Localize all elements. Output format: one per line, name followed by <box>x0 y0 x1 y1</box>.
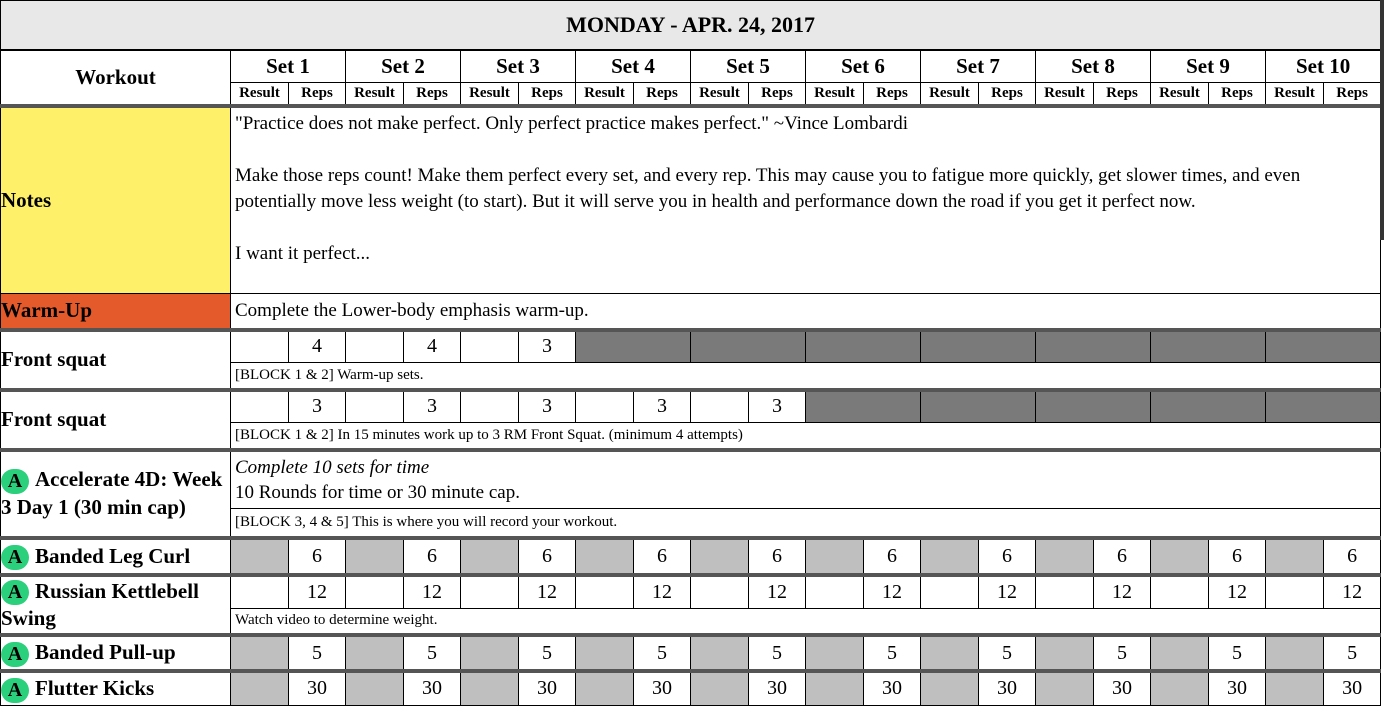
reps-value: 6 <box>1209 538 1266 575</box>
reps-value: 6 <box>864 538 921 575</box>
reps-value: 6 <box>1094 538 1151 575</box>
notes-spacer <box>235 215 1376 241</box>
result-input[interactable] <box>461 671 519 705</box>
accelerate-line-2: 10 Rounds for time or 30 minute cap. <box>235 481 520 503</box>
reps-value: 30 <box>404 671 461 705</box>
result-input[interactable] <box>231 671 289 705</box>
result-column-header: Result <box>576 83 634 106</box>
result-input[interactable] <box>1036 635 1094 671</box>
unused-set-cell <box>806 390 921 423</box>
result-input[interactable] <box>231 538 289 575</box>
result-input[interactable] <box>346 330 404 363</box>
reps-value: 12 <box>1209 575 1266 608</box>
reps-value: 5 <box>1209 635 1266 671</box>
result-column-header: Result <box>1036 83 1094 106</box>
result-input[interactable] <box>1266 671 1324 705</box>
reps-value: 12 <box>404 575 461 608</box>
set-header: Set 5 <box>691 50 806 83</box>
reps-value: 12 <box>519 575 576 608</box>
reps-value: 6 <box>404 538 461 575</box>
reps-column-header: Reps <box>1209 83 1266 106</box>
result-input[interactable] <box>1036 575 1094 608</box>
result-input[interactable] <box>921 671 979 705</box>
result-input[interactable] <box>231 330 289 363</box>
reps-value: 3 <box>519 330 576 363</box>
reps-value: 30 <box>864 671 921 705</box>
unused-set-cell <box>806 330 921 363</box>
result-input[interactable] <box>691 390 749 423</box>
reps-value: 5 <box>289 635 346 671</box>
reps-value: 12 <box>749 575 806 608</box>
flutter-label-text: Flutter Kicks <box>35 675 155 700</box>
result-input[interactable] <box>231 575 289 608</box>
set-header: Set 4 <box>576 50 691 83</box>
set-header: Set 9 <box>1151 50 1266 83</box>
result-input[interactable] <box>691 575 749 608</box>
reps-value: 5 <box>519 635 576 671</box>
reps-value: 12 <box>864 575 921 608</box>
block-badge: A <box>1 678 29 703</box>
exercise-label-accelerate <box>1 450 231 539</box>
reps-value: 6 <box>1324 538 1381 575</box>
result-input[interactable] <box>346 390 404 423</box>
reps-value: 30 <box>519 671 576 705</box>
reps-value: 3 <box>634 390 691 423</box>
result-input[interactable] <box>1036 538 1094 575</box>
reps-column-header: Reps <box>634 83 691 106</box>
exercise-label-front-squat: Front squat <box>1 390 231 450</box>
exercise-note: Watch video to determine weight. <box>231 608 1381 635</box>
result-input[interactable] <box>806 635 864 671</box>
unused-set-cell <box>1266 390 1381 423</box>
reps-value: 12 <box>1324 575 1381 608</box>
result-input[interactable] <box>1151 671 1209 705</box>
reps-value: 12 <box>289 575 346 608</box>
unused-set-cell <box>1036 390 1151 423</box>
unused-set-cell <box>921 390 1036 423</box>
exercise-label-leg-curl <box>1 538 231 575</box>
result-input[interactable] <box>921 575 979 608</box>
result-input[interactable] <box>231 635 289 671</box>
reps-value: 3 <box>404 390 461 423</box>
reps-value: 3 <box>289 390 346 423</box>
exercise-note: [BLOCK 3, 4 & 5] This is where you will record your workout. <box>231 508 1381 538</box>
reps-value: 3 <box>749 390 806 423</box>
result-input[interactable] <box>1036 671 1094 705</box>
reps-column-header: Reps <box>1324 83 1381 106</box>
exercise-note: [BLOCK 1 & 2] Warm-up sets. <box>231 363 1381 390</box>
reps-value: 4 <box>289 330 346 363</box>
reps-column-header: Reps <box>864 83 921 106</box>
reps-value: 3 <box>519 390 576 423</box>
result-input[interactable] <box>231 390 289 423</box>
result-input[interactable] <box>346 671 404 705</box>
notes-text <box>231 106 1381 294</box>
result-input[interactable] <box>1266 538 1324 575</box>
accelerate-description <box>231 450 1381 509</box>
unused-set-cell <box>1151 390 1266 423</box>
result-input[interactable] <box>1151 575 1209 608</box>
reps-value: 5 <box>634 635 691 671</box>
unused-set-cell <box>691 330 806 363</box>
result-input[interactable] <box>921 635 979 671</box>
reps-column-header: Reps <box>979 83 1036 106</box>
reps-column-header: Reps <box>1094 83 1151 106</box>
result-input[interactable] <box>1151 635 1209 671</box>
reps-value: 30 <box>979 671 1036 705</box>
notes-spacer <box>235 137 1376 163</box>
result-input[interactable] <box>806 671 864 705</box>
reps-value: 5 <box>1094 635 1151 671</box>
result-input[interactable] <box>346 575 404 608</box>
result-input[interactable] <box>461 635 519 671</box>
reps-value: 30 <box>1324 671 1381 705</box>
notes-paragraph: Make those reps count! Make them perfect every set, and every rep. This may cause you to fatigue more quickly, get slower times, and even potentially move less weight (to start). But it will serve you in health and performance down the road if you get it perfect now. <box>235 164 1301 212</box>
reps-value: 6 <box>979 538 1036 575</box>
accelerate-label-text: Accelerate 4D: Week 3 Day 1 (30 min cap) <box>1 467 223 520</box>
result-input[interactable] <box>346 538 404 575</box>
reps-column-header: Reps <box>519 83 576 106</box>
set-header: Set 6 <box>806 50 921 83</box>
reps-value: 30 <box>749 671 806 705</box>
unused-set-cell <box>576 330 691 363</box>
kb-swing-label-text: Russian Kettlebell Swing <box>1 578 199 631</box>
result-input[interactable] <box>1266 635 1324 671</box>
result-input[interactable] <box>346 635 404 671</box>
result-input[interactable] <box>921 538 979 575</box>
reps-value: 5 <box>404 635 461 671</box>
accelerate-line-1: Complete 10 sets for time <box>235 456 430 478</box>
leg-curl-label-text: Banded Leg Curl <box>35 543 191 568</box>
block-badge: A <box>1 580 29 605</box>
unused-set-cell <box>1266 330 1381 363</box>
set-header: Set 2 <box>346 50 461 83</box>
result-input[interactable] <box>576 390 634 423</box>
reps-value: 6 <box>289 538 346 575</box>
reps-value: 30 <box>289 671 346 705</box>
exercise-label-pull-up <box>1 635 231 671</box>
result-input[interactable] <box>691 538 749 575</box>
reps-value: 5 <box>749 635 806 671</box>
reps-value: 6 <box>519 538 576 575</box>
reps-value: 4 <box>404 330 461 363</box>
notes-quote: "Practice does not make perfect. Only perfect practice makes perfect." ~Vince Lombardi <box>235 112 908 134</box>
result-column-header: Result <box>691 83 749 106</box>
pull-up-label-text: Banded Pull-up <box>35 640 176 665</box>
set-header: Set 7 <box>921 50 1036 83</box>
result-input[interactable] <box>576 671 634 705</box>
page-title: MONDAY - APR. 24, 2017 <box>1 1 1381 50</box>
reps-value: 6 <box>634 538 691 575</box>
exercise-note: [BLOCK 1 & 2] In 15 minutes work up to 3 RM Front Squat. (minimum 4 attempts) <box>231 423 1381 450</box>
result-column-header: Result <box>231 83 289 106</box>
result-input[interactable] <box>576 635 634 671</box>
sheet-edge-line <box>1380 0 1384 240</box>
result-input[interactable] <box>691 671 749 705</box>
result-input[interactable] <box>461 538 519 575</box>
reps-column-header: Reps <box>749 83 806 106</box>
result-input[interactable] <box>691 635 749 671</box>
block-badge: A <box>1 545 29 570</box>
result-input[interactable] <box>461 575 519 608</box>
exercise-label-front-squat: Front squat <box>1 330 231 390</box>
warmup-label: Warm-Up <box>1 294 231 330</box>
unused-set-cell <box>1036 330 1151 363</box>
reps-column-header: Reps <box>404 83 461 106</box>
result-column-header: Result <box>1151 83 1209 106</box>
set-header: Set 1 <box>231 50 346 83</box>
result-input[interactable] <box>1151 538 1209 575</box>
result-input[interactable] <box>1266 575 1324 608</box>
reps-column-header: Reps <box>289 83 346 106</box>
reps-value: 12 <box>634 575 691 608</box>
result-column-header: Result <box>1266 83 1324 106</box>
result-input[interactable] <box>806 575 864 608</box>
block-badge: A <box>1 469 29 494</box>
result-column-header: Result <box>346 83 404 106</box>
reps-value: 6 <box>749 538 806 575</box>
warmup-text: Complete the Lower-body emphasis warm-up. <box>231 294 1381 330</box>
result-column-header: Result <box>921 83 979 106</box>
result-input[interactable] <box>461 330 519 363</box>
exercise-label-kb-swing <box>1 575 231 635</box>
unused-set-cell <box>921 330 1036 363</box>
result-column-header: Result <box>461 83 519 106</box>
result-input[interactable] <box>576 538 634 575</box>
reps-value: 30 <box>1209 671 1266 705</box>
set-header: Set 8 <box>1036 50 1151 83</box>
result-column-header: Result <box>806 83 864 106</box>
set-header: Set 10 <box>1266 50 1381 83</box>
exercise-label-flutter-kicks <box>1 671 231 705</box>
result-input[interactable] <box>806 538 864 575</box>
notes-closing: I want it perfect... <box>235 242 371 264</box>
reps-value: 5 <box>979 635 1036 671</box>
reps-value: 30 <box>634 671 691 705</box>
unused-set-cell <box>1151 330 1266 363</box>
reps-value: 5 <box>864 635 921 671</box>
notes-label: Notes <box>1 106 231 294</box>
reps-value: 5 <box>1324 635 1381 671</box>
workout-column-header: Workout <box>1 50 231 106</box>
reps-value: 12 <box>1094 575 1151 608</box>
result-input[interactable] <box>576 575 634 608</box>
block-badge: A <box>1 642 29 667</box>
reps-value: 12 <box>979 575 1036 608</box>
result-input[interactable] <box>461 390 519 423</box>
reps-value: 30 <box>1094 671 1151 705</box>
set-header: Set 3 <box>461 50 576 83</box>
